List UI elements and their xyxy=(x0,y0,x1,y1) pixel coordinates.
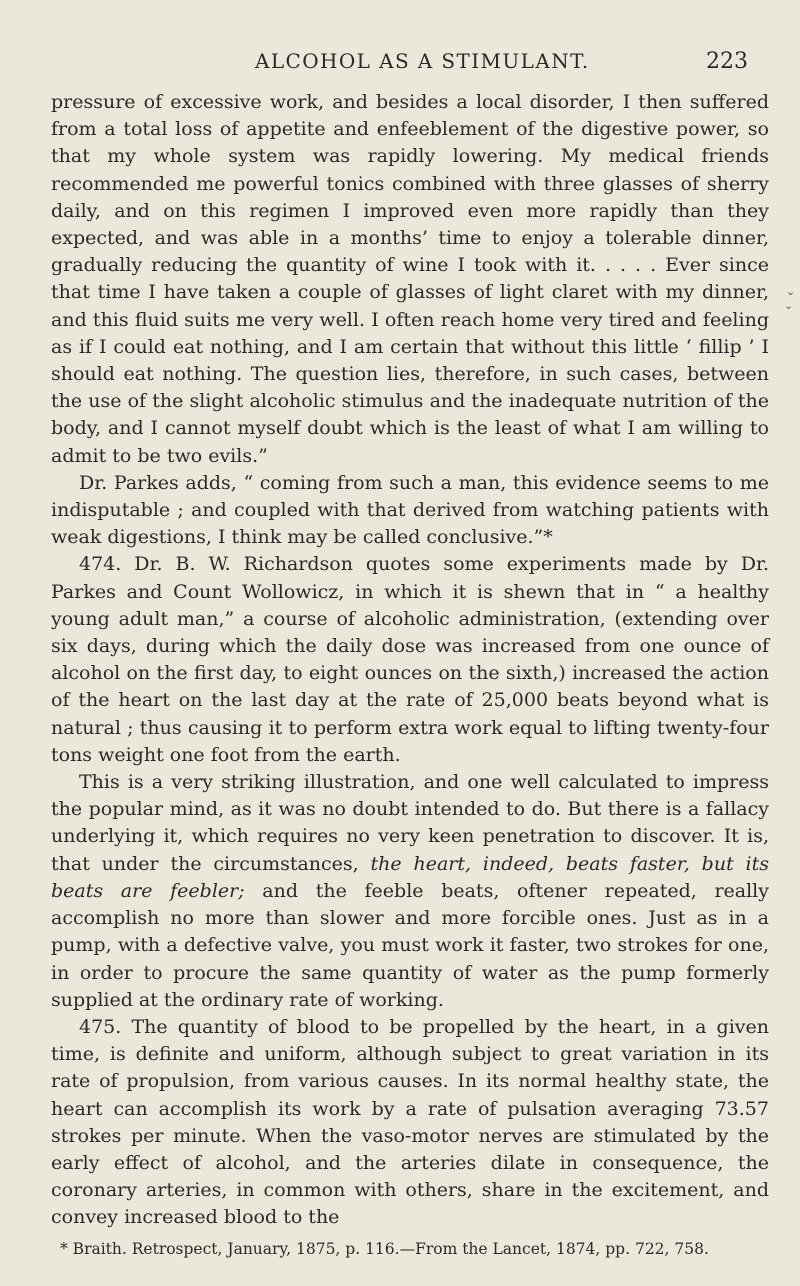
paragraph-parkes: Dr. Parkes adds, “ coming from such a man, this evidence seems to me indisputable ; and coupled with that derived from watching patients with weak digestions, I think may be called conclusive.”* xyxy=(51,471,769,549)
page-number: 223 xyxy=(706,49,748,74)
paragraph-illustration-text-a: This is a very striking illustration, and one well calculated to impress the popular mind, as it was no doubt intended to do. But there is a fallacy underlying it, which requires no very keen penetration to discover. It is, that under the circumstances, xyxy=(51,771,769,875)
paragraph-illustration-text-b: and the feeble beats, oftener repeated, really accomplish no more than slower and more forcible ones. Just as in a pump, with a defective valve, you must work it faster, two strokes for one, in order to procure the same quantity of water as the pump formerly supplied at the ordinary rate of working. xyxy=(51,879,769,1011)
italic-emphasis: the heart, indeed, beats faster, but its beats are feebler; xyxy=(51,852,769,902)
running-title: ALCOHOL AS A STIMULANT. xyxy=(255,49,590,73)
paragraph-illustration xyxy=(51,769,769,1014)
footnote: * Braith. Retrospect, January, 1875, p. 116.—From the Lancet, 1874, pp. 722, 758. xyxy=(60,1240,709,1258)
paragraph-475: 475. The quantity of blood to be propelled by the heart, in a given time, is definite and uniform, although subject to great variation in its rate of propulsion, from various causes. In its normal healthy state, the heart can accomplish its work by a rate of pulsation averaging 73.57 strokes per minute. When the vaso-motor nerves are stimulated by the early effect of alcohol, and the arteries dilate in consequence, the coronary arteries, in common with others, share in the excitement, and convey increased blood to the xyxy=(51,1015,769,1229)
paragraph-continuation: pressure of excessive work, and besides a local disorder, I then suffered from a total loss of appetite and enfeeblement of the digestive power, so that my whole system was rapidly lowering. My medical friends recommended me powerful tonics combined with three glasses of sherry daily, and on this regimen I improved even more rapidly than they expected, and was able in a months’ time to enjoy a tolerable dinner, gradually reducing the quantity of wine I took with it. . . . . Ever since that time I have taken a couple of glasses of light claret with my dinner, and this fluid suits me very well. I often reach home very tired and feeling as if I could eat nothing, and I am certain that without this little ‘ fillip ’ I should eat nothing. The question lies, therefore, in such cases, between the use of the slight alcoholic stimulus and the inadequate nutrition of the body, and I cannot myself doubt which is the least of what I am willing to admit to be two evils.” xyxy=(51,91,769,467)
page-header xyxy=(0,49,800,79)
paragraph-474: 474. Dr. B. W. Richardson quotes some experiments made by Dr. Parkes and Count Wollowicz, in which it is shewn that in “ a healthy young adult man,” a course of alcoholic administration, (extending over six days, during which the daily dose was increased from one ounce of alcohol on the first day, to eight ounces on the sixth,) increased the action of the heart on the last day at the rate of 25,000 beats beyond what is natural ; thus causing it to perform extra work equal to lifting twenty-four tons weight one foot from the earth. xyxy=(51,553,769,766)
margin-mark: ⌄ xyxy=(786,285,796,298)
margin-mark: ⌄ xyxy=(784,299,794,312)
body-text xyxy=(51,89,769,1232)
